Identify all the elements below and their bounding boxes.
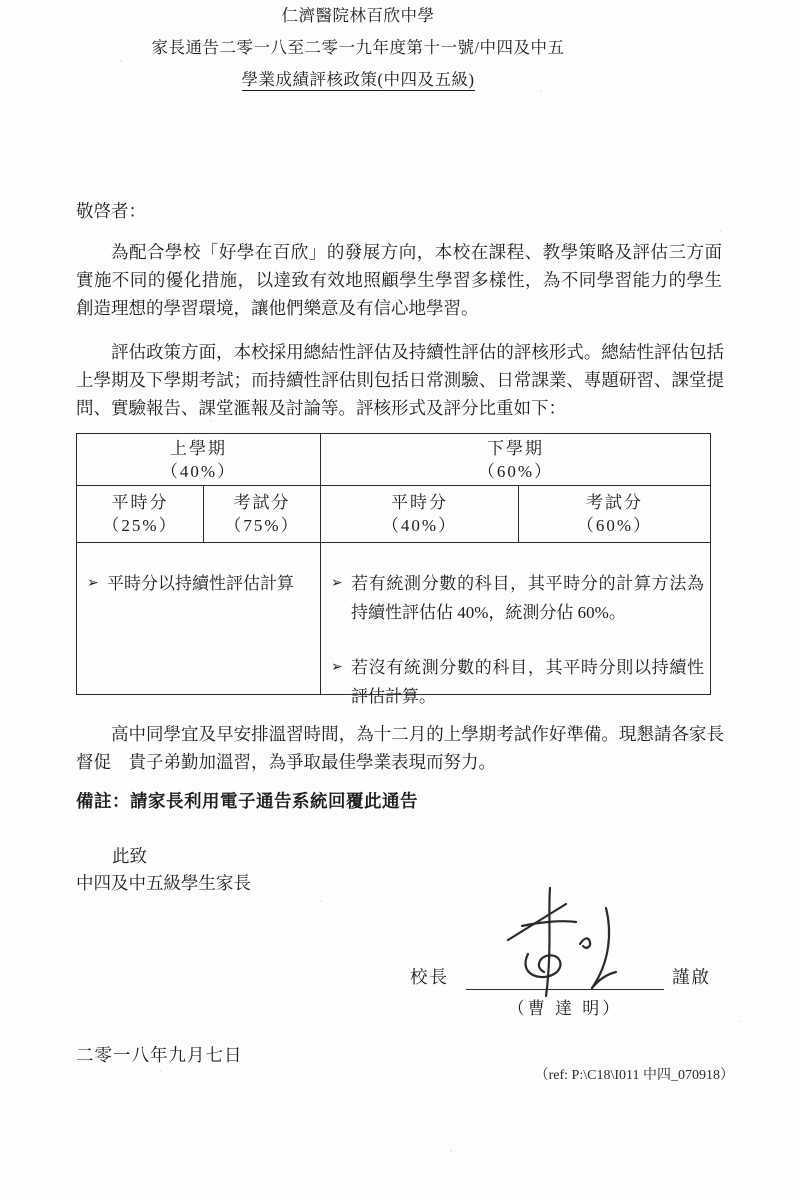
sub2-weight: （40%）	[381, 516, 458, 535]
notice-number-line: 家長通告二零一八至二零一九年度第十一號/中四及中五	[151, 38, 565, 57]
term1-note-item	[87, 569, 314, 598]
salutation: 敬啓者：	[76, 201, 146, 221]
sub3-weight: （60%）	[576, 516, 653, 535]
table-subheader-term1-exam	[203, 486, 320, 543]
table-notes-term1	[77, 543, 320, 694]
closing-salute: 此致	[112, 846, 147, 866]
principal-signature	[488, 882, 644, 1004]
term2-note-text-1: 若有統測分數的科目，其平時分的計算方法為持續性評估佔 40%，統測分佔 60%。	[351, 574, 704, 622]
paragraph-development-direction: 為配合學校「好學在百欣」的發展方向，本校在課程、教學策略及評估三方面實施不同的優化措施，以達致有效地照顧學生學習多樣性，為不同學習能力的學生創造理想的學習環境，讓他們樂意及有信心地學習。	[76, 242, 722, 318]
date-line: 二零一八年九月七日	[76, 1045, 243, 1065]
signature-line	[466, 989, 664, 990]
term2-weight: （60%）	[477, 461, 554, 481]
assessment-weighting-table	[76, 433, 711, 706]
principal-label: 校長	[410, 967, 449, 987]
sub1-weight: （75%）	[224, 516, 300, 535]
arrow-bullet-icon: ➢	[87, 575, 99, 591]
table-subheader-term2-exam	[518, 486, 710, 543]
remark-note: 備註：請家長利用電子通告系統回覆此通告	[76, 791, 418, 811]
respectfully-label: 謹啟	[672, 967, 711, 987]
school-name: 仁濟醫院林百欣中學	[281, 6, 435, 25]
table-subheader-term2-coursework	[320, 486, 518, 543]
arrow-bullet-icon: ➢	[331, 659, 343, 675]
subject-underlined-text: 學業成績評核政策(中四及五級)	[241, 70, 475, 89]
term2-note-item-1	[331, 569, 704, 627]
sub0-name: 平時分	[111, 493, 169, 512]
paragraph-revision-reminder: 高中同學宜及早安排溫習時間，為十二月的上學期考試作好準備。現懇請各家長督促 貴子弟勤加溫習，為爭取最佳學業表現而努力。	[76, 724, 724, 772]
arrow-bullet-icon: ➢	[331, 575, 343, 591]
sub1-name: 考試分	[233, 493, 291, 512]
table-subheader-term1-coursework	[77, 486, 203, 543]
table-header-term2	[320, 434, 710, 486]
sub2-name: 平時分	[391, 493, 448, 512]
sub3-name: 考試分	[586, 493, 643, 512]
title-block	[0, 0, 716, 96]
table-header-term1	[77, 434, 320, 486]
term1-weight: （40%）	[160, 461, 237, 481]
term1-name: 上學期	[170, 438, 227, 458]
subject-line	[0, 64, 716, 96]
recipient-line: 中四及中五級學生家長	[76, 873, 251, 893]
sub0-weight: （25%）	[102, 516, 178, 535]
principal-name: （曹 達 明）	[507, 999, 623, 1018]
term2-note-text-2: 若沒有統測分數的科目，其平時分則以持續性評估計算。	[351, 658, 704, 706]
term2-note-item-2	[331, 653, 704, 711]
term1-note-text: 平時分以持續性評估計算	[107, 574, 294, 593]
term2-name: 下學期	[487, 438, 544, 458]
reference-code: （ref: P:\C18\I011 中四_070918）	[534, 1068, 734, 1083]
paragraph-assessment-policy: 評估政策方面，本校採用總結性評估及持續性評估的評核形式。總結性評估包括上學期及下學期考試；而持續性評估則包括日常測驗、日常課業、專題研習、課堂提問、實驗報告、課堂滙報及討論等。評核形式及評分比重如下：	[76, 342, 724, 418]
table-notes-term2	[320, 543, 710, 706]
